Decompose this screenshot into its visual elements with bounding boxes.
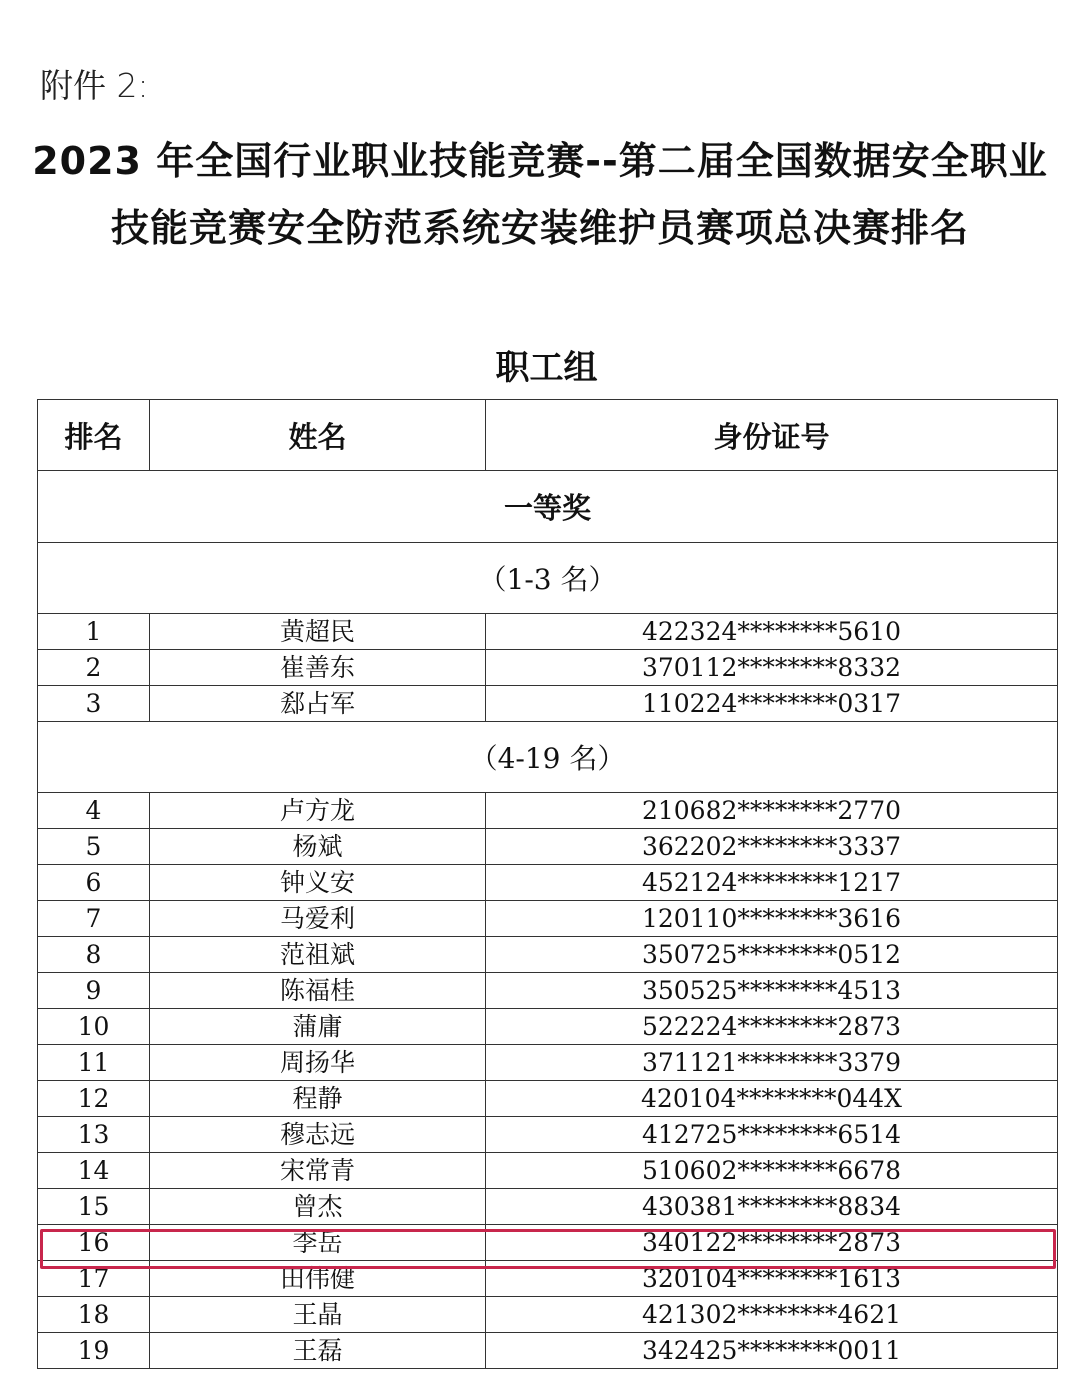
rank-cell: 6 (38, 865, 150, 901)
rank-cell: 7 (38, 901, 150, 937)
name-cell: 宋常青 (150, 1153, 486, 1189)
name-cell: 马爱利 (150, 901, 486, 937)
id-cell: 210682********2770 (486, 793, 1058, 829)
range-label-1: （1-3 名） (38, 543, 1058, 614)
rank-cell: 15 (38, 1189, 150, 1225)
rank-cell: 18 (38, 1297, 150, 1333)
id-cell: 412725********6514 (486, 1117, 1058, 1153)
attachment-label: 附件 2: (40, 66, 149, 105)
rank-cell: 19 (38, 1333, 150, 1369)
range-row-1 (38, 543, 1058, 614)
rank-cell: 1 (38, 614, 150, 650)
header-name: 姓名 (150, 400, 486, 471)
id-cell: 370112********8332 (486, 650, 1058, 686)
table-row (38, 865, 1058, 901)
id-cell: 350525********4513 (486, 973, 1058, 1009)
table-row (38, 1189, 1058, 1225)
name-cell: 范祖斌 (150, 937, 486, 973)
name-cell: 李岳 (150, 1225, 486, 1261)
table-row (38, 793, 1058, 829)
name-cell: 王晶 (150, 1297, 486, 1333)
id-cell: 421302********4621 (486, 1297, 1058, 1333)
name-cell: 卢方龙 (150, 793, 486, 829)
id-cell: 362202********3337 (486, 829, 1058, 865)
id-cell: 420104********044X (486, 1081, 1058, 1117)
id-cell: 452124********1217 (486, 865, 1058, 901)
table-row (38, 614, 1058, 650)
table-header-row (38, 400, 1058, 471)
table-row (38, 650, 1058, 686)
rank-cell: 9 (38, 973, 150, 1009)
id-cell: 510602********6678 (486, 1153, 1058, 1189)
table-row (38, 1297, 1058, 1333)
table-row (38, 1081, 1058, 1117)
id-cell: 110224********0317 (486, 686, 1058, 722)
name-cell: 崔善东 (150, 650, 486, 686)
id-cell: 120110********3616 (486, 901, 1058, 937)
name-cell: 郄占军 (150, 686, 486, 722)
group-title: 职工组 (495, 348, 598, 388)
rank-cell: 14 (38, 1153, 150, 1189)
document-title-line-2: 技能竞赛安全防范系统安装维护员赛项总决赛排名 (110, 206, 969, 250)
rank-cell: 17 (38, 1261, 150, 1297)
rank-cell: 16 (38, 1225, 150, 1261)
name-cell: 穆志远 (150, 1117, 486, 1153)
rank-cell: 3 (38, 686, 150, 722)
name-cell: 钟义安 (150, 865, 486, 901)
id-cell: 342425********0011 (486, 1333, 1058, 1369)
table-row (38, 1225, 1058, 1261)
table-row (38, 829, 1058, 865)
table-row (38, 1261, 1058, 1297)
table-row (38, 1009, 1058, 1045)
rank-cell: 10 (38, 1009, 150, 1045)
name-cell: 曾杰 (150, 1189, 486, 1225)
table-row (38, 1117, 1058, 1153)
rank-cell: 12 (38, 1081, 150, 1117)
name-cell: 田伟健 (150, 1261, 486, 1297)
name-cell: 黄超民 (150, 614, 486, 650)
name-cell: 王磊 (150, 1333, 486, 1369)
id-cell: 522224********2873 (486, 1009, 1058, 1045)
rank-cell: 2 (38, 650, 150, 686)
rank-cell: 4 (38, 793, 150, 829)
table-row (38, 1045, 1058, 1081)
name-cell: 杨斌 (150, 829, 486, 865)
document-title-line-1: 2023 年全国行业职业技能竞赛--第二届全国数据安全职业 (32, 139, 1048, 183)
range-label-2: （4-19 名） (38, 722, 1058, 793)
id-cell: 350725********0512 (486, 937, 1058, 973)
id-cell: 422324********5610 (486, 614, 1058, 650)
table-row (38, 686, 1058, 722)
name-cell: 蒲庸 (150, 1009, 486, 1045)
id-cell: 340122********2873 (486, 1225, 1058, 1261)
range-row-2 (38, 722, 1058, 793)
id-cell: 320104********1613 (486, 1261, 1058, 1297)
name-cell: 陈福桂 (150, 973, 486, 1009)
id-cell: 430381********8834 (486, 1189, 1058, 1225)
rank-cell: 5 (38, 829, 150, 865)
prize-label: 一等奖 (38, 471, 1058, 543)
table-row (38, 1333, 1058, 1369)
ranking-table (37, 399, 1058, 1369)
rank-cell: 11 (38, 1045, 150, 1081)
header-id: 身份证号 (486, 400, 1058, 471)
prize-row (38, 471, 1058, 543)
table-row (38, 1153, 1058, 1189)
table-row (38, 937, 1058, 973)
name-cell: 周扬华 (150, 1045, 486, 1081)
id-cell: 371121********3379 (486, 1045, 1058, 1081)
header-rank: 排名 (38, 400, 150, 471)
rank-cell: 13 (38, 1117, 150, 1153)
table-row (38, 973, 1058, 1009)
table-row (38, 901, 1058, 937)
name-cell: 程静 (150, 1081, 486, 1117)
rank-cell: 8 (38, 937, 150, 973)
